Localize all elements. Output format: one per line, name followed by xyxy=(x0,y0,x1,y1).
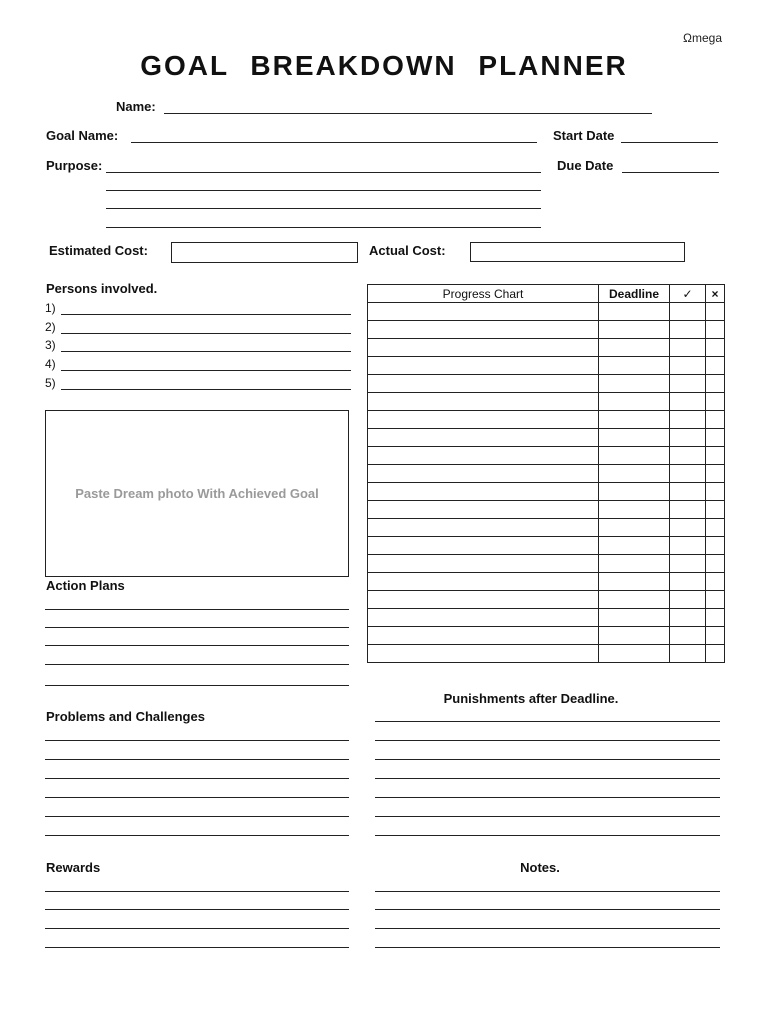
deadline-cell[interactable] xyxy=(599,573,670,591)
reward-line[interactable] xyxy=(45,928,349,929)
action-plans-heading: Action Plans xyxy=(46,578,125,593)
progress-step-cell[interactable] xyxy=(368,609,599,627)
deadline-cell[interactable] xyxy=(599,591,670,609)
start-date-field[interactable] xyxy=(621,142,718,143)
done-cell[interactable] xyxy=(670,411,706,429)
reward-line[interactable] xyxy=(45,891,349,892)
purpose-field-line-4[interactable] xyxy=(106,227,541,228)
progress-chart-row xyxy=(368,447,725,465)
name-label: Name: xyxy=(116,99,156,114)
done-cell[interactable] xyxy=(670,393,706,411)
problem-line[interactable] xyxy=(45,740,349,741)
done-cell[interactable] xyxy=(670,321,706,339)
missed-cell[interactable] xyxy=(706,609,725,627)
missed-cell[interactable] xyxy=(706,411,725,429)
progress-chart-row xyxy=(368,429,725,447)
done-cell[interactable] xyxy=(670,339,706,357)
action-plan-line[interactable] xyxy=(45,609,349,610)
progress-chart-row xyxy=(368,573,725,591)
progress-step-cell[interactable] xyxy=(368,393,599,411)
done-cell[interactable] xyxy=(670,627,706,645)
progress-step-cell[interactable] xyxy=(368,339,599,357)
punishment-line[interactable] xyxy=(375,816,720,817)
note-line[interactable] xyxy=(375,928,720,929)
deadline-cell[interactable] xyxy=(599,465,670,483)
deadline-cell[interactable] xyxy=(599,537,670,555)
deadline-cell[interactable] xyxy=(599,627,670,645)
action-plan-line[interactable] xyxy=(45,685,349,686)
missed-cell[interactable] xyxy=(706,429,725,447)
progress-chart-row xyxy=(368,627,725,645)
deadline-cell[interactable] xyxy=(599,375,670,393)
goal-name-label: Goal Name: xyxy=(46,128,119,143)
missed-cell[interactable] xyxy=(706,555,725,573)
progress-chart-header-label: Progress Chart xyxy=(368,285,599,303)
missed-cell[interactable] xyxy=(706,645,725,663)
missed-cell[interactable] xyxy=(706,375,725,393)
deadline-cell[interactable] xyxy=(599,429,670,447)
progress-chart-row xyxy=(368,303,725,321)
purpose-field-line-3[interactable] xyxy=(106,208,541,209)
punishment-line[interactable] xyxy=(375,740,720,741)
punishments-heading: Punishments after Deadline. xyxy=(443,691,619,706)
done-cell[interactable] xyxy=(670,645,706,663)
missed-cell[interactable] xyxy=(706,339,725,357)
missed-cell[interactable] xyxy=(706,501,725,519)
estimated-cost-label: Estimated Cost: xyxy=(49,243,148,258)
progress-step-cell[interactable] xyxy=(368,483,599,501)
done-cell[interactable] xyxy=(670,609,706,627)
done-cell[interactable] xyxy=(670,465,706,483)
missed-cell[interactable] xyxy=(706,447,725,465)
deadline-cell[interactable] xyxy=(599,555,670,573)
missed-cell[interactable] xyxy=(706,393,725,411)
due-date-field[interactable] xyxy=(622,172,719,173)
person-number: 5) xyxy=(45,376,56,390)
note-line[interactable] xyxy=(375,909,720,910)
progress-step-cell[interactable] xyxy=(368,357,599,375)
progress-chart-row xyxy=(368,609,725,627)
progress-step-cell[interactable] xyxy=(368,537,599,555)
progress-chart-row xyxy=(368,645,725,663)
done-cell[interactable] xyxy=(670,357,706,375)
problems-heading: Problems and Challenges xyxy=(46,709,205,724)
action-plan-line[interactable] xyxy=(45,664,349,665)
name-field[interactable] xyxy=(164,113,652,114)
person-field[interactable] xyxy=(61,389,351,390)
persons-heading: Persons involved. xyxy=(46,281,158,296)
progress-chart-row xyxy=(368,483,725,501)
deadline-cell[interactable] xyxy=(599,321,670,339)
brand-mark: Ωmega xyxy=(683,31,722,45)
notes-heading: Notes. xyxy=(520,860,560,875)
person-field[interactable] xyxy=(61,351,351,352)
progress-step-cell[interactable] xyxy=(368,429,599,447)
person-number: 2) xyxy=(45,320,56,334)
progress-step-cell[interactable] xyxy=(368,555,599,573)
deadline-cell[interactable] xyxy=(599,609,670,627)
deadline-cell[interactable] xyxy=(599,411,670,429)
punishment-line[interactable] xyxy=(375,721,720,722)
missed-cell[interactable] xyxy=(706,483,725,501)
photo-placeholder-text: Paste Dream photo With Achieved Goal xyxy=(75,486,319,501)
progress-step-cell[interactable] xyxy=(368,519,599,537)
progress-chart-row xyxy=(368,375,725,393)
cross-icon: × xyxy=(706,285,725,303)
missed-cell[interactable] xyxy=(706,591,725,609)
problem-line[interactable] xyxy=(45,759,349,760)
progress-step-cell[interactable] xyxy=(368,627,599,645)
punishment-line[interactable] xyxy=(375,759,720,760)
done-cell[interactable] xyxy=(670,501,706,519)
deadline-cell[interactable] xyxy=(599,519,670,537)
deadline-cell[interactable] xyxy=(599,303,670,321)
person-number: 1) xyxy=(45,301,56,315)
done-cell[interactable] xyxy=(670,573,706,591)
problem-line[interactable] xyxy=(45,778,349,779)
person-field[interactable] xyxy=(61,370,351,371)
punishment-line[interactable] xyxy=(375,835,720,836)
deadline-header: Deadline xyxy=(599,285,670,303)
done-cell[interactable] xyxy=(670,483,706,501)
purpose-label: Purpose: xyxy=(46,158,103,173)
progress-chart-header xyxy=(368,285,725,303)
purpose-field-line-1[interactable] xyxy=(106,172,541,173)
progress-chart-row xyxy=(368,411,725,429)
progress-step-cell[interactable] xyxy=(368,375,599,393)
progress-chart-row xyxy=(368,321,725,339)
progress-chart-row xyxy=(368,555,725,573)
start-date-label: Start Date xyxy=(553,128,615,143)
missed-cell[interactable] xyxy=(706,357,725,375)
progress-step-cell[interactable] xyxy=(368,411,599,429)
due-date-label: Due Date xyxy=(557,158,614,173)
deadline-cell[interactable] xyxy=(599,357,670,375)
missed-cell[interactable] xyxy=(706,537,725,555)
deadline-cell[interactable] xyxy=(599,447,670,465)
person-field[interactable] xyxy=(61,333,351,334)
deadline-cell[interactable] xyxy=(599,483,670,501)
progress-chart-table xyxy=(367,284,725,663)
problem-line[interactable] xyxy=(45,797,349,798)
done-cell[interactable] xyxy=(670,429,706,447)
rewards-heading: Rewards xyxy=(46,860,101,875)
progress-chart-row xyxy=(368,465,725,483)
action-plan-line[interactable] xyxy=(45,627,349,628)
purpose-field-line-2[interactable] xyxy=(106,190,541,191)
deadline-cell[interactable] xyxy=(599,339,670,357)
done-cell[interactable] xyxy=(670,537,706,555)
deadline-cell[interactable] xyxy=(599,393,670,411)
progress-chart-row xyxy=(368,519,725,537)
person-number: 3) xyxy=(45,338,56,352)
progress-step-cell[interactable] xyxy=(368,591,599,609)
note-line[interactable] xyxy=(375,947,720,948)
missed-cell[interactable] xyxy=(706,519,725,537)
missed-cell[interactable] xyxy=(706,321,725,339)
progress-chart-row xyxy=(368,537,725,555)
goal-name-field[interactable] xyxy=(131,142,537,143)
problem-line[interactable] xyxy=(45,816,349,817)
done-cell[interactable] xyxy=(670,519,706,537)
photo-drop-area[interactable] xyxy=(45,410,349,577)
done-cell[interactable] xyxy=(670,375,706,393)
progress-chart-row xyxy=(368,357,725,375)
person-field[interactable] xyxy=(61,314,351,315)
check-icon: ✓ xyxy=(670,285,706,303)
progress-step-cell[interactable] xyxy=(368,447,599,465)
problem-line[interactable] xyxy=(45,835,349,836)
progress-step-cell[interactable] xyxy=(368,573,599,591)
progress-step-cell[interactable] xyxy=(368,303,599,321)
progress-chart-row xyxy=(368,393,725,411)
missed-cell[interactable] xyxy=(706,303,725,321)
reward-line[interactable] xyxy=(45,947,349,948)
actual-cost-label: Actual Cost: xyxy=(369,243,446,258)
punishment-line[interactable] xyxy=(375,797,720,798)
done-cell[interactable] xyxy=(670,447,706,465)
deadline-cell[interactable] xyxy=(599,501,670,519)
estimated-cost-field[interactable] xyxy=(171,242,358,263)
progress-chart-row xyxy=(368,591,725,609)
missed-cell[interactable] xyxy=(706,465,725,483)
done-cell[interactable] xyxy=(670,555,706,573)
done-cell[interactable] xyxy=(670,591,706,609)
progress-step-cell[interactable] xyxy=(368,501,599,519)
progress-chart-row xyxy=(368,501,725,519)
done-cell[interactable] xyxy=(670,303,706,321)
progress-step-cell[interactable] xyxy=(368,465,599,483)
deadline-cell[interactable] xyxy=(599,645,670,663)
progress-step-cell[interactable] xyxy=(368,321,599,339)
action-plan-line[interactable] xyxy=(45,645,349,646)
person-number: 4) xyxy=(45,357,56,371)
actual-cost-field[interactable] xyxy=(470,242,685,262)
page-title: GOAL BREAKDOWN PLANNER xyxy=(140,50,628,81)
progress-chart-row xyxy=(368,339,725,357)
progress-step-cell[interactable] xyxy=(368,645,599,663)
note-line[interactable] xyxy=(375,891,720,892)
punishment-line[interactable] xyxy=(375,778,720,779)
missed-cell[interactable] xyxy=(706,627,725,645)
missed-cell[interactable] xyxy=(706,573,725,591)
reward-line[interactable] xyxy=(45,909,349,910)
